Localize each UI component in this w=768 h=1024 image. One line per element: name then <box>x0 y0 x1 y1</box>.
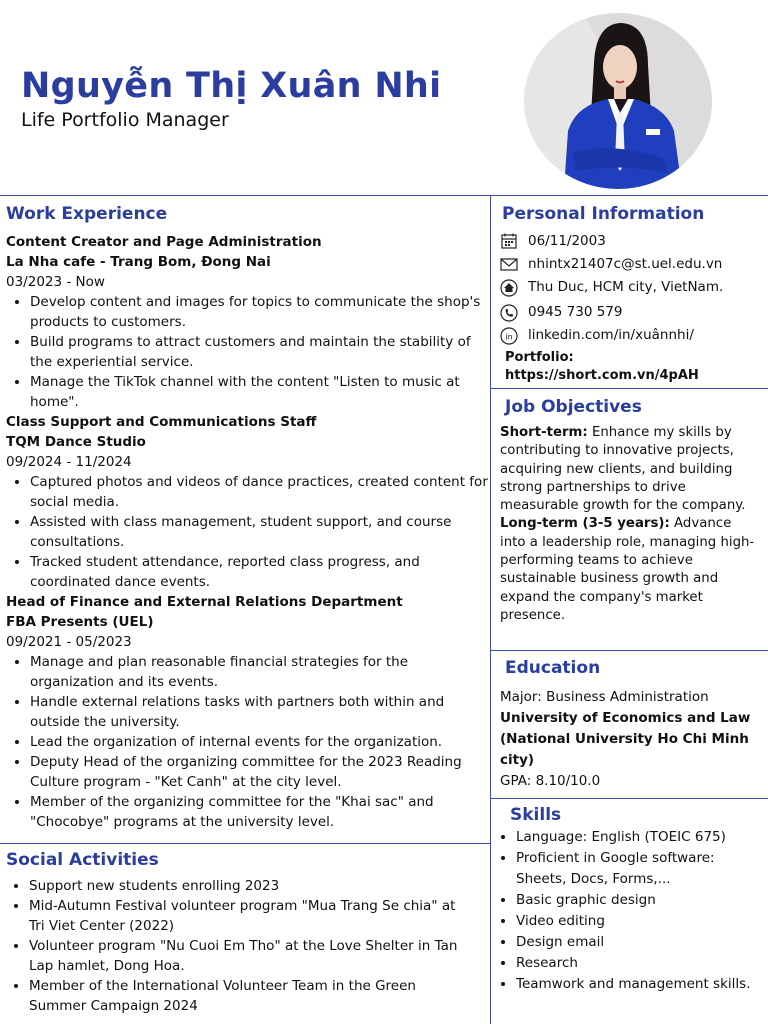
job-entry <box>6 592 488 832</box>
address-value: Thu Duc, HCM city, VietNam. <box>528 279 724 295</box>
long-term-text: Advance into a leadership role, managing high-performing teams to achieve sustainable business growth and expand the company's market presence. <box>500 516 755 623</box>
skills-heading: Skills <box>510 805 562 825</box>
job-bullet: • Build programs to attract customers and maintain the stability of the experiential service. <box>30 332 488 372</box>
short-term-objective <box>500 424 758 515</box>
phone-row[interactable] <box>500 302 622 322</box>
list-item: • Member of the International Volunteer Team in the Green Summer Campaign 2024 <box>29 976 469 1016</box>
objectives-education-divider <box>491 650 768 651</box>
skill-item: • Teamwork and management skills. <box>516 974 766 995</box>
job-title: Content Creator and Page Administration <box>6 234 322 250</box>
job-bullet: • Member of the organizing committee for the "Khai sac" and "Chocobye" programs at the university level. <box>30 792 488 832</box>
linkedin-row[interactable] <box>500 325 694 345</box>
skills-list <box>493 827 766 995</box>
job-title: Head of Finance and External Relations Department <box>6 594 403 610</box>
job-bullet: • Handle external relations tasks with partners both within and outside the university. <box>30 692 488 732</box>
list-item: • Support new students enrolling 2023 <box>29 876 469 896</box>
personal-objectives-divider <box>491 388 768 389</box>
job-bullets <box>6 652 488 832</box>
job-bullets <box>6 292 488 412</box>
candidate-title: Life Portfolio Manager <box>21 109 229 131</box>
profile-photo <box>524 13 712 189</box>
skill-item: • Design email <box>516 932 766 953</box>
skill-item: • Proficient in Google software: Sheets, Docs, Forms,... <box>516 848 766 890</box>
email-row[interactable] <box>500 254 722 274</box>
dob-row <box>500 231 606 251</box>
long-term-label: Long-term (3-5 years): <box>500 516 670 532</box>
social-activities-list <box>6 876 469 1016</box>
list-item: • Mid-Autumn Festival volunteer program "Mua Trang Se chia" at Tri Viet Center (2022) <box>29 896 469 936</box>
personal-info-heading: Personal Information <box>502 204 705 224</box>
work-experience-heading: Work Experience <box>6 204 168 224</box>
skill-item: • Video editing <box>516 911 766 932</box>
candidate-name: Nguyễn Thị Xuân Nhi <box>21 66 442 106</box>
skill-item: • Research <box>516 953 766 974</box>
long-term-objective <box>500 515 758 625</box>
skill-item: • Language: English (TOEIC 675) <box>516 827 766 848</box>
phone-value[interactable]: 0945 730 579 <box>528 304 623 320</box>
list-item: • Volunteer program "Nu Cuoi Em Tho" at the Love Shelter in Tan Lap hamlet, Dong Hoa. <box>29 936 469 976</box>
portfolio-label: Portfolio: <box>505 350 574 365</box>
home-icon <box>500 279 520 295</box>
education-heading: Education <box>505 658 601 678</box>
social-activities-heading: Social Activities <box>6 850 159 870</box>
phone-icon <box>500 304 520 320</box>
job-bullet: • Captured photos and videos of dance practices, created content for social media. <box>30 472 488 512</box>
job-bullet: • Manage and plan reasonable financial strategies for the organization and its events. <box>30 652 488 692</box>
email-value[interactable]: nhintx21407c@st.uel.edu.vn <box>528 256 723 272</box>
calendar-icon <box>500 233 520 249</box>
skill-item: • Basic graphic design <box>516 890 766 911</box>
svg-text:in: in <box>505 332 513 342</box>
short-term-text: Enhance my skills by contributing to innovative projects, acquiring new clients, and building strong partnerships to drive measurable growth for the company. <box>500 425 746 514</box>
job-bullet: • Develop content and images for topics to communicate the shop's products to customers. <box>30 292 488 332</box>
address-row <box>500 277 723 297</box>
job-bullets <box>6 472 488 592</box>
mail-icon <box>500 256 520 272</box>
job-bullet: • Assisted with class management, student support, and course consultations. <box>30 512 488 552</box>
job-objectives-heading: Job Objectives <box>505 397 642 417</box>
portfolio-link[interactable]: https://short.com.vn/4pAH <box>505 368 699 383</box>
job-bullet: • Deputy Head of the organizing committee for the 2023 Reading Culture program - "Ket Canh" at the city level. <box>30 752 488 792</box>
education-school: University of Economics and Law (National University Ho Chi Minh city) <box>500 710 751 768</box>
education-skills-divider <box>491 798 768 799</box>
job-dates: 03/2023 - Now <box>6 274 105 290</box>
job-company: La Nha cafe - Trang Bom, Đong Nai <box>6 254 271 270</box>
job-dates: 09/2024 - 11/2024 <box>6 454 132 470</box>
objectives-text <box>500 424 758 625</box>
dob-value: 06/11/2003 <box>528 233 606 249</box>
job-title: Class Support and Communications Staff <box>6 414 317 430</box>
job-company: TQM Dance Studio <box>6 434 146 450</box>
linkedin-value[interactable]: linkedin.com/in/xuânnhi/ <box>528 327 694 343</box>
education-major: Major: Business Administration <box>500 689 709 705</box>
job-entry <box>6 232 488 412</box>
job-bullet: • Tracked student attendance, reported class progress, and coordinated dance events. <box>30 552 488 592</box>
job-company: FBA Presents (UEL) <box>6 614 154 630</box>
header-divider <box>0 195 768 196</box>
education-gpa: GPA: 8.10/10.0 <box>500 773 601 789</box>
short-term-label: Short-term: <box>500 425 588 440</box>
linkedin-icon <box>500 327 520 343</box>
job-entry <box>6 412 488 592</box>
job-bullet: • Lead the organization of internal events for the organization. <box>30 732 488 752</box>
job-dates: 09/2021 - 05/2023 <box>6 634 132 650</box>
work-social-divider <box>0 843 490 844</box>
job-bullet: • Manage the TikTok channel with the content "Listen to music at home". <box>30 372 488 412</box>
column-divider <box>490 195 491 1024</box>
